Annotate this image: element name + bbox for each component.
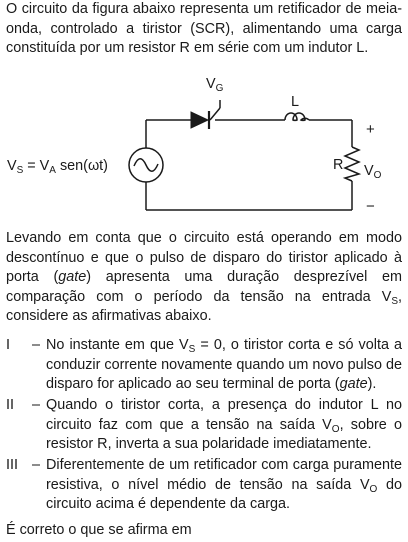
closing-question: É correto o que se afirma em [6,522,192,538]
intro-paragraph: O circuito da figura abaixo representa um retificador de meia-onda, controlado a tiristor (SCR), alimentando uma carga constituída por um resistor R em série com um indutor L. [6,1,402,56]
statement-text: No instante em que $V_S = 0$, o tiristor corta e só volta a conduzir corrente novamente quando um novo pulso de disparo for aplicado ao seu terminal de porta (gate). [46,337,403,392]
minus-sign: − [366,198,375,215]
statement-number: II [6,397,14,413]
statement-number: III [6,457,18,473]
resistor-label: R [333,157,344,173]
plus-sign: + [366,121,375,138]
scr-circuit-diagram [0,70,408,228]
sine-wave-icon [134,159,158,172]
statement-dash: – [32,457,41,473]
scr-gate-lead [210,108,220,120]
analysis-paragraph: Levando em conta que o circuito está operando em modo descontínuo e que o pulso de disparo do tiristor aplicado à porta (gate) apresenta uma duração desprezível em comparação com o período da tensão na entrada $V_S$, considere as afirmativas abaixo. [6,230,402,324]
resistor-zigzag-icon [345,147,359,181]
source-voltage-label: $V_S = V_A$ sen(ωt) [7,158,108,176]
gate-voltage-label: $V_G$ [206,76,224,94]
output-voltage-label: $V_O$ [364,163,382,181]
statement-text: Diferentemente de um retificador com carga puramente resistiva, o nível médio de tensão na saída $V_O$ do circuito acima é dependente da carga. [46,457,402,512]
statement-dash: – [32,337,41,353]
inductor-coil-icon [285,113,309,120]
scr-triangle-icon [191,112,208,128]
statement-dash: – [32,397,41,413]
statement-text: Quando o tiristor corta, a presença do indutor L no circuito faz com que a tensão na saída $V_O$, sobre o resistor R, inverta a sua polaridade imediatamente. [46,397,403,452]
inductor-label: L [291,94,300,110]
statement-number: I [6,337,10,353]
